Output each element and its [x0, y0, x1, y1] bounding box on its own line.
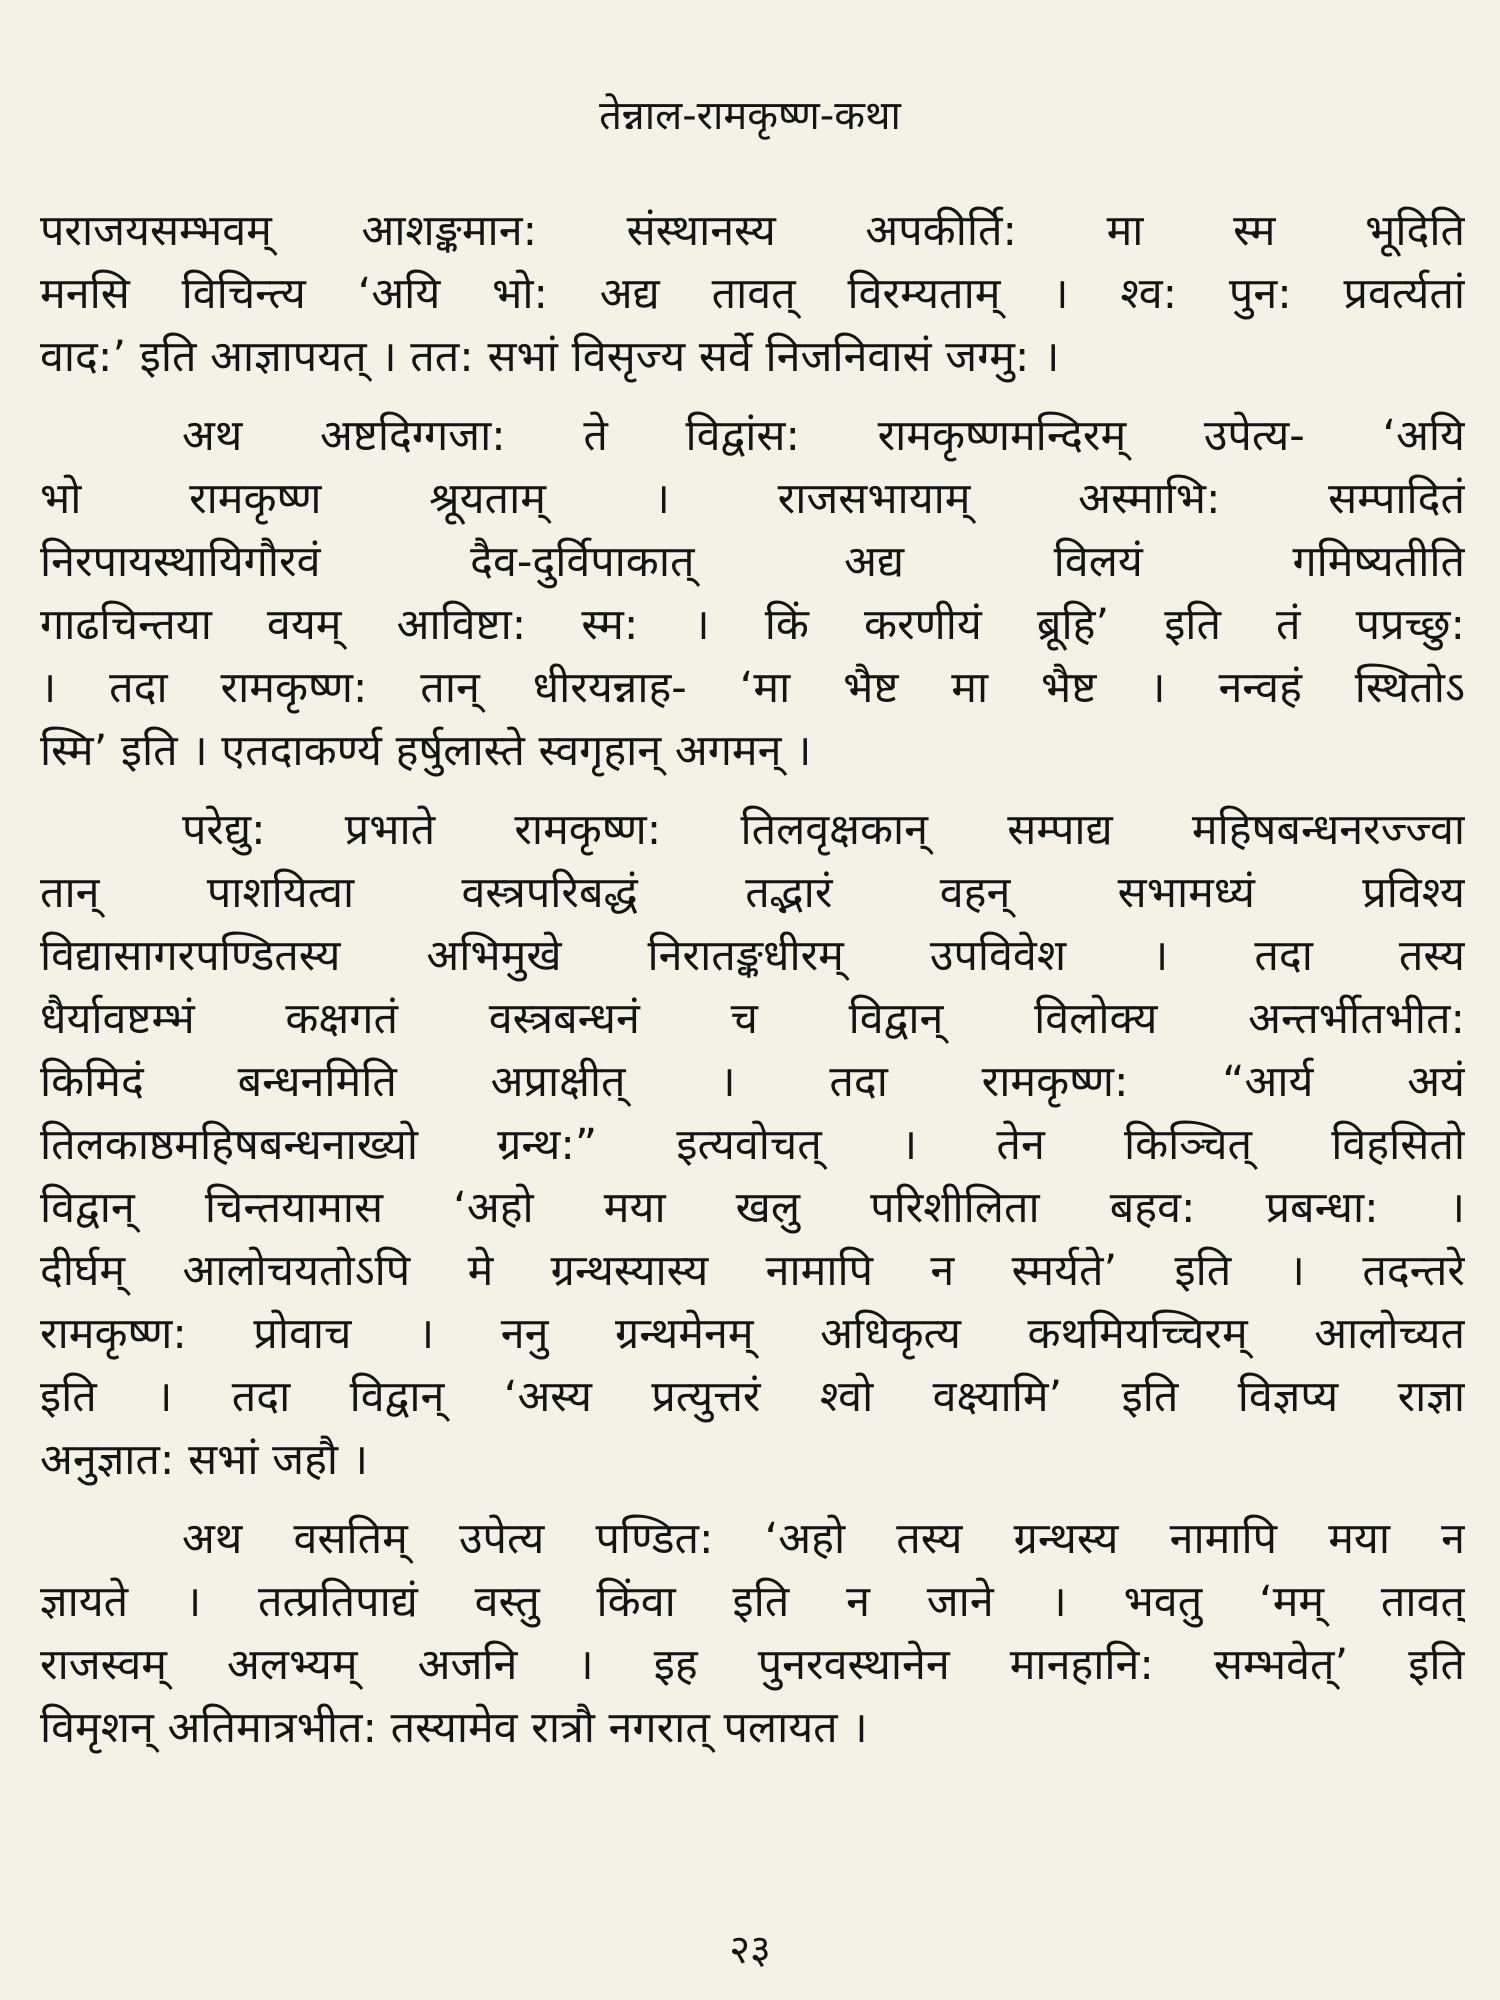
text-line: । तदा रामकृष्ण: तान् धीरयन्नाह- ‘मा भैष्ट मा भैष्ट । नन्वहं स्थितोऽ: [40, 663, 1465, 713]
text-line: रामकृष्ण: प्रोवाच । ननु ग्रन्थमेनम् अधिकृत्य कथमियच्चिरम् आलोच्यत: [40, 1309, 1465, 1359]
running-header: तेन्नाल-रामकृष्ण-कथा: [599, 93, 901, 139]
paragraph-3: [40, 799, 1465, 1492]
text-line: विद्वान् चिन्तयामास ‘अहो मया खलु परिशीलिता बहव: प्रबन्धा: ।: [40, 1183, 1465, 1233]
text-line: अथ वसतिम् उपेत्य पण्डित: ‘अहो तस्य ग्रन्थस्य नामापि मया न: [182, 1514, 1465, 1564]
text-line: परेद्यु: प्रभाते रामकृष्ण: तिलवृक्षकान् सम्पाद्य महिषबन्धनरज्ज्वा: [182, 805, 1465, 855]
text-line: ज्ञायते । तत्प्रतिपाद्यं वस्तु किंवा इति न जाने । भवतु ‘मम् तावत्: [40, 1577, 1465, 1627]
text-line: इति । तदा विद्वान् ‘अस्य प्रत्युत्तरं श्वो वक्ष्यामि’ इति विज्ञप्य राज्ञा: [40, 1372, 1465, 1422]
text-line: तिलकाष्ठमहिषबन्धनाख्यो ग्रन्थ:” इत्यवोचत् । तेन किञ्चित् विहसितो: [40, 1120, 1465, 1170]
text-line: अथ अष्टदिग्गजा: ते विद्वांस: रामकृष्णमन्दिरम् उपेत्य- ‘अयि: [182, 411, 1465, 461]
text-line: विद्यासागरपण्डितस्य अभिमुखे निरातङ्कधीरम् उपविवेश । तदा तस्य: [40, 931, 1465, 981]
text-line: वाद:’ इति आज्ञापयत् । तत: सभां विसृज्य सर्वे निजनिवासं जग्मु: ।: [40, 332, 1060, 382]
text-line: किमिदं बन्धनमिति अप्राक्षीत् । तदा रामकृष्ण: “आर्य अयं: [40, 1057, 1465, 1107]
text-line: पराजयसम्भवम् आशङ्कमान: संस्थानस्य अपकीर्ति: मा स्म भूदिति: [40, 206, 1465, 256]
text-line: निरपायस्थायिगौरवं दैव-दुर्विपाकात् अद्य विलयं गमिष्यतीति: [40, 537, 1465, 587]
text-line: दीर्घम् आलोचयतोऽपि मे ग्रन्थस्यास्य नामापि न स्मर्यते’ इति । तदन्तरे: [40, 1246, 1465, 1296]
text-line: भो रामकृष्ण श्रूयताम् । राजसभायाम् अस्माभि: सम्पादितं: [40, 474, 1465, 524]
paragraph-4: [40, 1508, 1465, 1760]
text-line: धैर्यावष्टम्भं कक्षगतं वस्त्रबन्धनं च विद्वान् विलोक्य अन्तर्भीतभीत:: [40, 994, 1465, 1044]
text-line: मनसि विचिन्त्य ‘अयि भो: अद्य तावत् विरम्यताम् । श्व: पुन: प्रवर्त्यतां: [40, 269, 1465, 319]
paragraph-1: [40, 200, 1465, 389]
body-text: [40, 200, 1465, 1776]
text-line: तान् पाशयित्वा वस्त्रपरिबद्धं तद्भारं वहन् सभामध्यं प्रविश्य: [40, 868, 1465, 918]
text-line: स्मि’ इति । एतदाकर्ण्य हर्षुलास्ते स्वगृहान् अगमन् ।: [40, 726, 812, 776]
text-line: अनुज्ञात: सभां जहौ ।: [40, 1435, 369, 1485]
page-number: २३: [729, 1927, 771, 1973]
text-line: राजस्वम् अलभ्यम् अजनि । इह पुनरवस्थानेन मानहानि: सम्भवेत्’ इति: [40, 1640, 1465, 1690]
paragraph-2: [40, 405, 1465, 783]
text-line: गाढचिन्तया वयम् आविष्टा: स्म: । किं करणीयं ब्रूहि’ इति तं पप्रच्छु:: [40, 600, 1465, 650]
text-line: विमृशन् अतिमात्रभीत: तस्यामेव रात्रौ नगरात् पलायत ।: [40, 1703, 868, 1753]
